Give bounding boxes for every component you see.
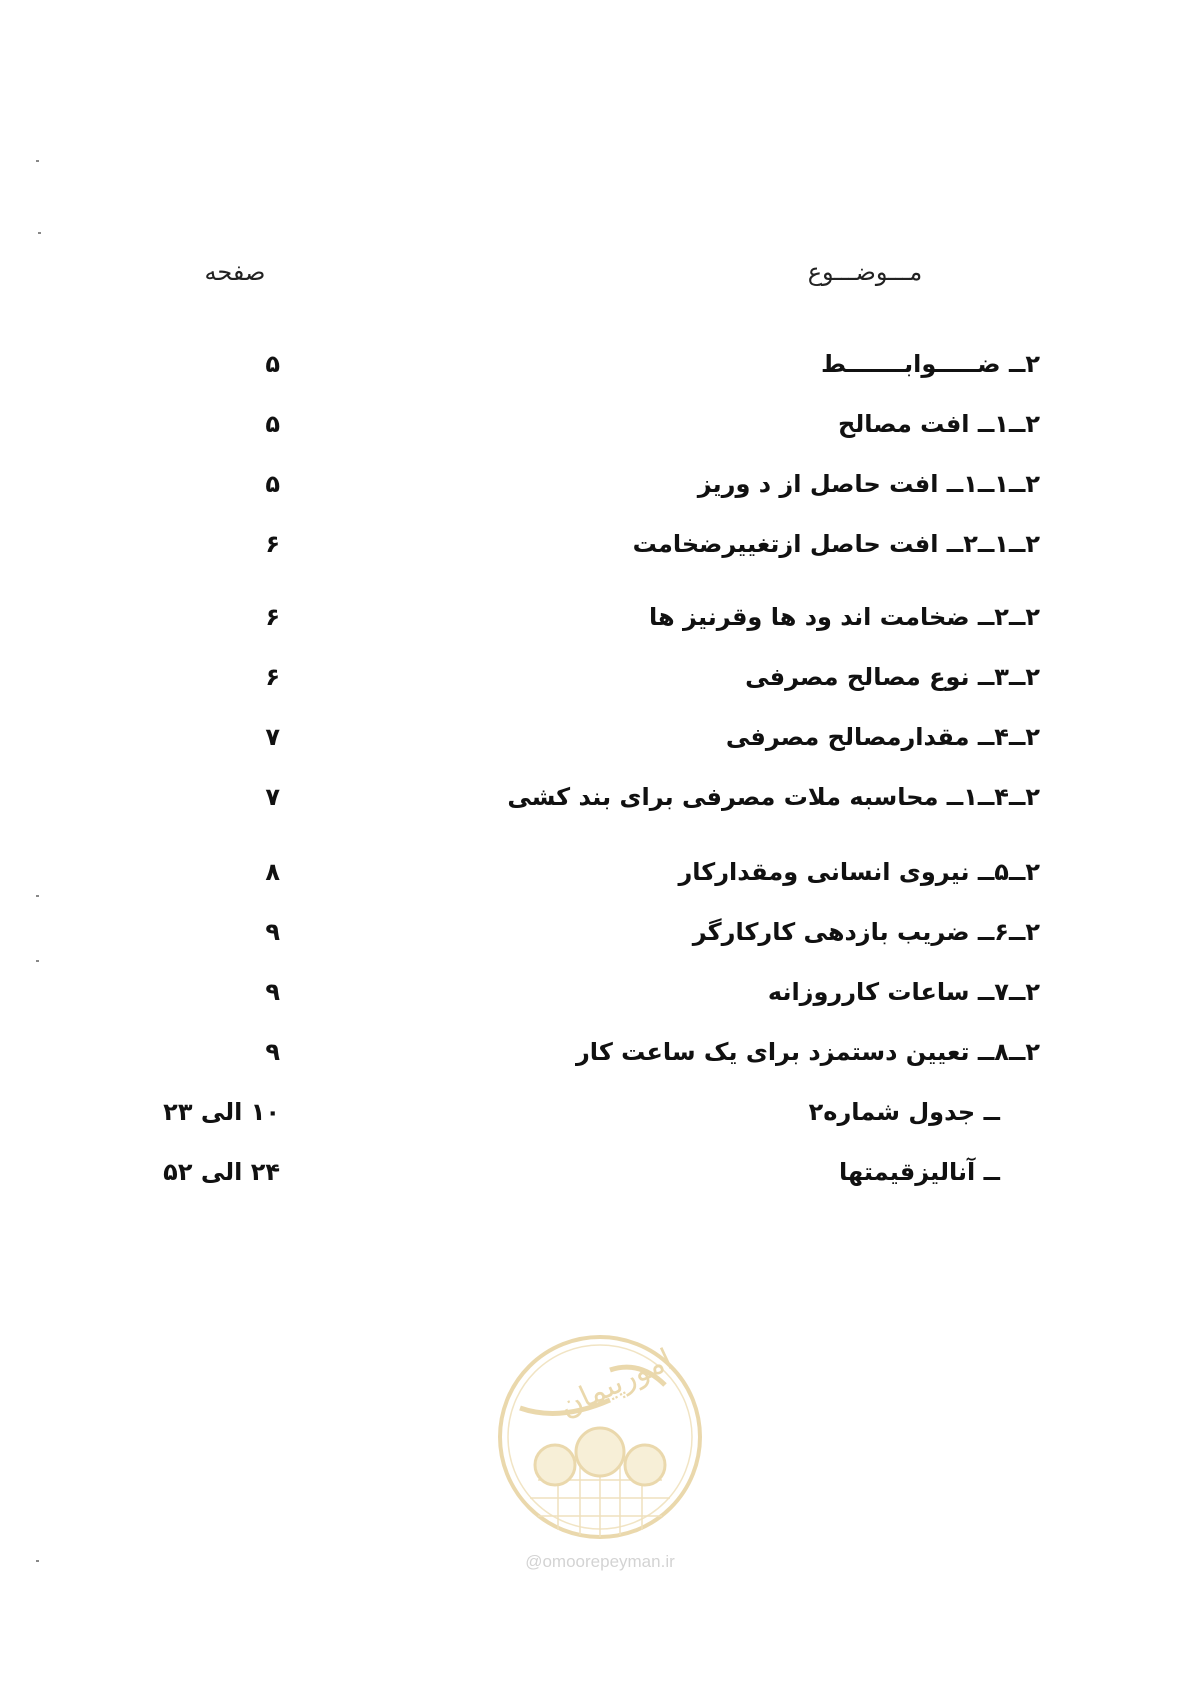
toc-row xyxy=(120,858,1040,898)
toc-title: ۲ــ۵ــ نیروی انسانی ومقدارکار xyxy=(678,858,1040,886)
page-column-header: صفحه xyxy=(204,258,266,286)
toc-row xyxy=(120,783,1040,823)
toc-page-number: ۹ xyxy=(265,1038,280,1066)
toc-title: ۲ــ۶ــ ضریب بازدهی کارکارگر xyxy=(692,918,1040,946)
toc-row xyxy=(120,1158,1040,1198)
toc-row xyxy=(120,603,1040,643)
toc-row xyxy=(120,663,1040,703)
toc-page-number: ۹ xyxy=(265,918,280,946)
toc-title: ۲ــ۲ــ ضخامت اند ود ها وقرنیز ها xyxy=(649,603,1040,631)
watermark-url: @omoorepeyman.ir xyxy=(525,1552,675,1571)
topic-column-header: مـــوضـــوع xyxy=(807,258,923,286)
seal-logo-lettering: امورپیمان xyxy=(554,1342,678,1425)
toc-row xyxy=(120,1098,1040,1138)
toc-page-number: ۶ xyxy=(265,603,280,631)
toc-page-number: ۸ xyxy=(265,858,280,886)
toc-title: ــ جدول شماره۲ xyxy=(808,1098,1000,1126)
toc-row xyxy=(120,918,1040,958)
toc-page-number: ۷ xyxy=(265,723,280,751)
scan-speck xyxy=(36,1560,39,1562)
toc-page-number: ۹ xyxy=(265,978,280,1006)
seal-logo-icon xyxy=(490,1330,710,1545)
toc-page-number: ۶ xyxy=(265,663,280,691)
toc-row xyxy=(120,723,1040,763)
toc-title: ــ آنالیزقیمتها xyxy=(838,1158,1000,1186)
toc-page-number: ۵ xyxy=(265,410,280,438)
watermark-seal xyxy=(490,1330,710,1580)
toc-title: ۲ــ۷ــ ساعات کارروزانه xyxy=(767,978,1040,1006)
toc-title: ۲ــ۳ــ نوع مصالح مصرفی xyxy=(745,663,1040,691)
toc-row xyxy=(120,470,1040,510)
toc-row xyxy=(120,410,1040,450)
toc-title: ۲ــ۴ــ مقدارمصالح مصرفی xyxy=(725,723,1040,751)
toc-page-number: ۲۴ الی ۵۲ xyxy=(163,1158,280,1186)
toc-page-number: ۷ xyxy=(265,783,280,811)
scan-speck xyxy=(36,160,39,162)
toc-title: ۲ــ۸ــ تعیین دستمزد برای یک ساعت کار xyxy=(575,1038,1040,1066)
toc-title: ۲ــ۱ــ۱ــ افت حاصل از د وریز xyxy=(697,470,1040,498)
toc-row xyxy=(120,1038,1040,1078)
toc-title: ۲ــ۱ــ افت مصالح xyxy=(837,410,1040,438)
toc-title: ۲ــ۴ــ۱ــ محاسبه ملات مصرفی برای بند کشی xyxy=(507,783,1040,811)
scan-speck xyxy=(36,895,39,897)
toc-page-number: ۵ xyxy=(265,350,280,378)
toc-title: ۲ــ ضـــــوابـــــــط xyxy=(820,350,1040,378)
toc-page-number: ۵ xyxy=(265,470,280,498)
toc-page-number: ۶ xyxy=(265,530,280,558)
toc-row xyxy=(120,978,1040,1018)
scan-speck xyxy=(36,960,39,962)
toc-row xyxy=(120,530,1040,570)
scan-speck xyxy=(38,232,41,234)
toc-row xyxy=(120,350,1040,390)
toc-page-number: ۱۰ الی ۲۳ xyxy=(163,1098,280,1126)
toc-title: ۲ــ۱ــ۲ــ افت حاصل ازتغییرضخامت xyxy=(632,530,1040,558)
